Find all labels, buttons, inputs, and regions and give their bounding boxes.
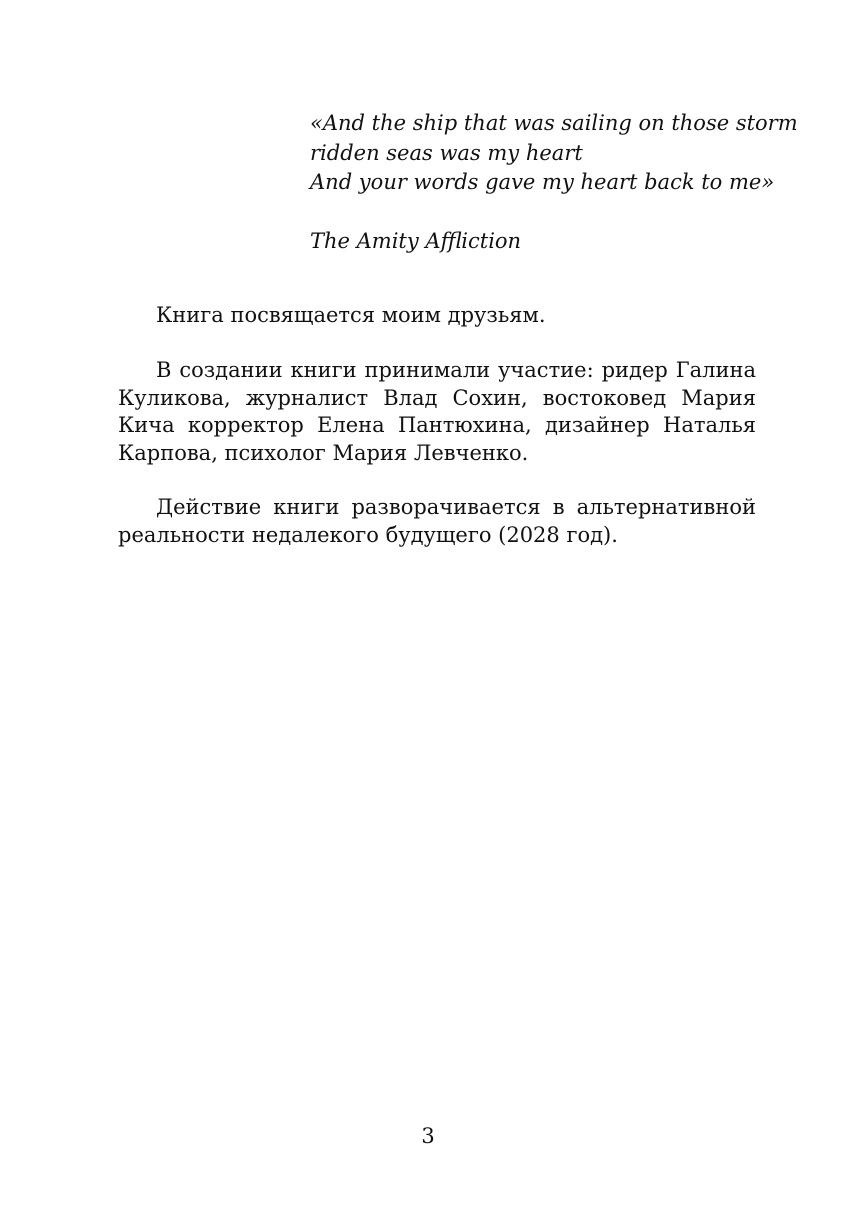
epigraph-author: The Amity Affliction <box>310 228 522 253</box>
credits-paragraph: В создании книги принимали участие: ридер Галина Куликова, журналист Влад Сохин, востоковед Мария Кича корректор Елена Пантюхина, дизайнер Наталья Карпова, психолог Мария Левченко. <box>118 358 756 465</box>
page-number: 3 <box>421 1124 435 1148</box>
epigraph <box>310 109 798 256</box>
epigraph-line: ridden seas was my heart <box>310 140 583 165</box>
epigraph-line: «And the ship that was sailing on those storm <box>310 111 798 135</box>
setting-paragraph: Действие книги разворачивается в альтернативной реальности недалекого будущего (2028 год). <box>118 495 756 547</box>
dedication-paragraph: Книга посвящается моим друзьям. <box>156 303 546 327</box>
epigraph-line: And your words gave my heart back to me» <box>310 170 775 194</box>
